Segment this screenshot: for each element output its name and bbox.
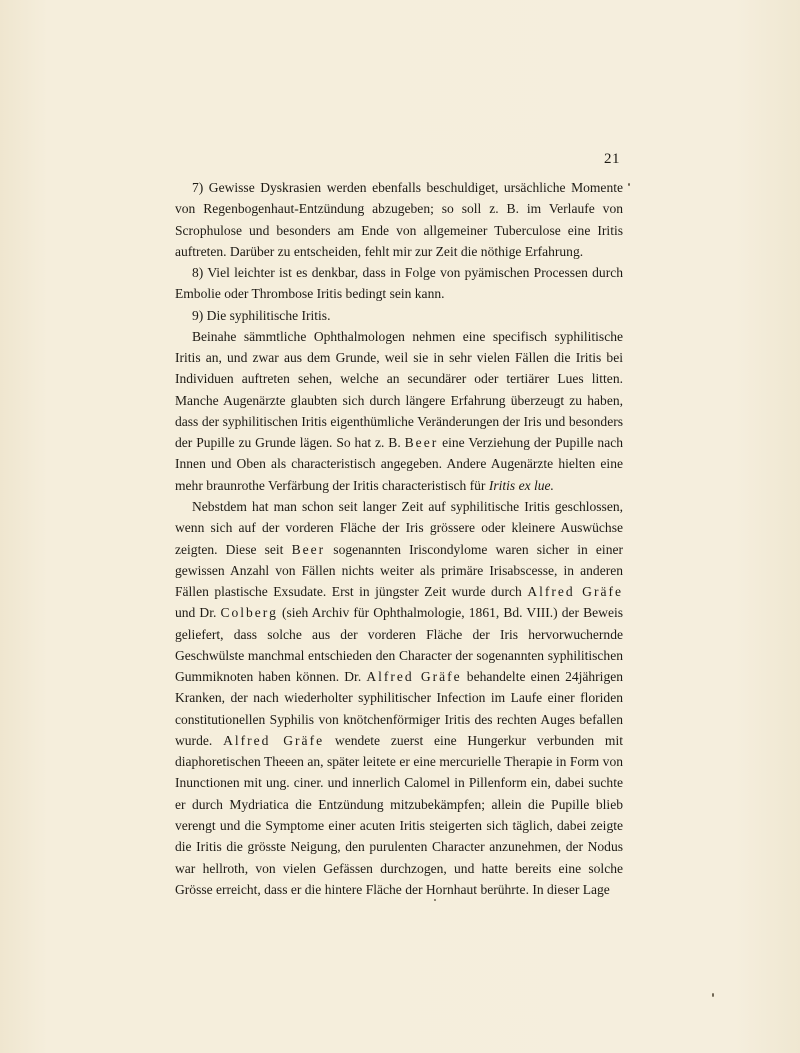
paper-speck	[712, 993, 714, 997]
author-name: Beer	[291, 541, 326, 557]
author-name: Alfred Gräfe	[223, 732, 325, 748]
body-text	[175, 177, 623, 900]
author-name: Colberg	[220, 605, 278, 621]
paragraph-9a	[175, 326, 623, 496]
author-name: Beer	[404, 435, 439, 451]
text-segment: (sieh Archiv für Ophthalmologie, 1861, Bd. VIII.) der Beweis geliefert, dass solche aus der vorderen Fläche der Iris hervorwuchernde Geschwülste manchmal entschieden den Character der sogenannten syphilitischen Gummiknoten haben können. Dr.	[175, 605, 623, 685]
paper-speck	[434, 899, 436, 901]
section-heading-syphilitic-iritis	[175, 305, 623, 326]
text-segment: eine Verziehung der Pupille nach Innen und Oben als characteristisch angegeben. Andere Augenärzte hielten eine mehr braunrothe Verfärbung der Iritis characteristisch für	[175, 435, 623, 493]
latin-term: Iritis ex lue.	[488, 477, 554, 493]
paper-speck	[628, 183, 630, 186]
author-name: Alfred Gräfe	[366, 669, 462, 685]
page-number: 21	[604, 151, 620, 167]
text-segment: 8) Viel leichter ist es denkbar, dass in Folge von pyämischen Processen durch Embolie oder Thrombose Iritis bedingt sein kann.	[175, 265, 623, 302]
paragraph-8	[175, 262, 623, 305]
text-segment: sogenannten Iriscondylome waren sicher in einer gewissen Anzahl von Fällen nichts weiter als primäre Irisabscesse, in anderen Fällen plastische Exsudate. Erst in jüngster Zeit wurde durch	[175, 541, 623, 600]
text-segment: wendete zuerst eine Hungerkur verbunden mit diaphoretischen Theeen an, später leitete er eine mercurielle Therapie in Form von Inunctionen mit ung. ciner. und innerlich Calomel in Pillenform ein, dabei suchte er durch Mydriatica die Entzündung mitzubekämpfen; allein die Pupille blieb verengt und die Symptome einer acuten Iritis steigerten sich täglich, dabei zeigte die Iritis die grösste Neigung, den purulenten Character anzunehmen, der Nodus war hellroth, von vielen Gefässen durchzogen, und hatte bereits eine solche Grösse erreicht, dass er die hintere Fläche der Hornhaut berührte. In dieser Lage	[175, 732, 623, 897]
text-segment: behandelte einen 24jährigen Kranken, der nach wiederholter syphilitischer Infection im Laufe einer floriden constitutionellen Syphilis von knötchenförmiger Iritis des rechten Auges befallen wurde.	[175, 669, 624, 748]
paragraph-9b	[175, 496, 623, 900]
text-segment: 9) Die syphilitische Iritis.	[192, 307, 331, 323]
text-segment: Nebstdem hat man schon seit langer Zeit auf syphilitische Iritis geschlossen, wenn sich auf der vorderen Fläche der Iris grössere oder kleinere Auswüchse zeigten. Diese seit	[175, 498, 623, 557]
text-segment: und Dr.	[175, 605, 221, 621]
paragraph-7	[175, 177, 623, 262]
text-segment: 7) Gewisse Dyskrasien werden ebenfalls beschuldiget, ursächliche Momente von Regenbogenhaut-Entzündung abzugeben; so soll z. B. im Verlaufe von Scrophulose und besonders am Ende von allgemeiner Tuberculose eine Iritis auftreten. Darüber zu entscheiden, fehlt mir zur Zeit die nöthige Erfahrung.	[175, 180, 623, 259]
text-segment: Beinahe sämmtliche Ophthalmologen nehmen eine specifisch syphilitische Iritis an, und zwar aus dem Grunde, weil sie in sehr vielen Fällen die Iritis bei Individuen auftreten sehen, welche an secundärer oder tertiärer Lues litten. Manche Augenärzte glaubten sich durch längere Erfahrung überzeugt zu haben, dass der syphilitischen Iritis eigenthümliche Veränderungen der Iris und besonders der Pupille zu Grunde lägen. So hat z. B.	[175, 328, 623, 451]
author-name: Alfred Gräfe	[527, 584, 623, 600]
